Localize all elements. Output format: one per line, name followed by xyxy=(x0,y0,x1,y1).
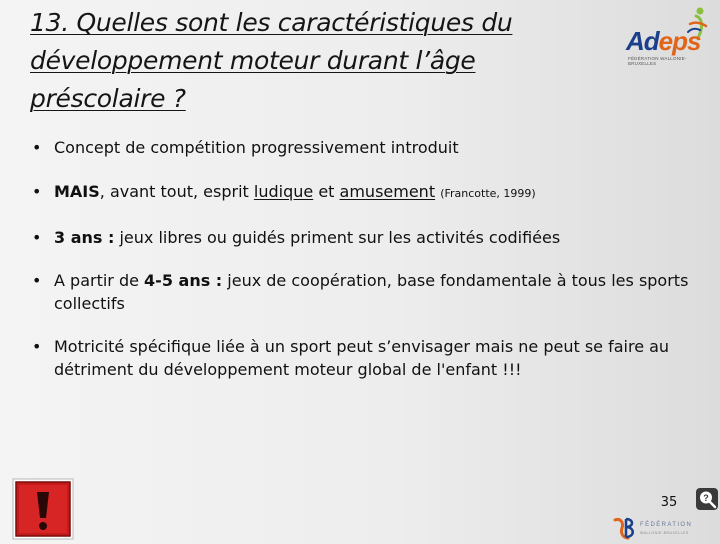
help-search-icon[interactable] xyxy=(696,488,718,510)
bullet-item: • 3 ans : jeux libres ou guidés priment sur les activités codifiées xyxy=(32,226,702,249)
svg-text:?: ? xyxy=(703,493,709,503)
page-number: 35 xyxy=(660,495,678,510)
bullet-item: • MAIS, avant tout, esprit ludique et amusement (Francotte, 1999) xyxy=(32,180,702,205)
slide-title: 13. Quelles sont les caractéristiques du développement moteur durant l’âge préscolaire ? xyxy=(30,8,513,113)
exclamation-icon xyxy=(12,478,74,540)
adeps-wordmark: Adeps xyxy=(626,26,701,56)
adeps-tagline: FÉDÉRATION WALLONIE-BRUXELLES xyxy=(628,56,687,66)
bullet-item: • Concept de compétition progressivement introduit xyxy=(32,136,702,159)
bullet-item: • A partir de 4-5 ans : jeux de coopération, base fondamentale à tous les sports collectifs xyxy=(32,269,702,315)
federation-logo: FÉDÉRATION WALLONIE-BRUXELLES xyxy=(612,516,720,540)
federation-emblem-icon xyxy=(612,516,638,540)
bullet-item: • Motricité spécifique liée à un sport peut s’envisager mais ne peut se faire au détriment du développement moteur global de l'enfant !!! xyxy=(32,335,702,381)
adeps-logo xyxy=(620,6,710,76)
bullet-list xyxy=(32,136,702,402)
